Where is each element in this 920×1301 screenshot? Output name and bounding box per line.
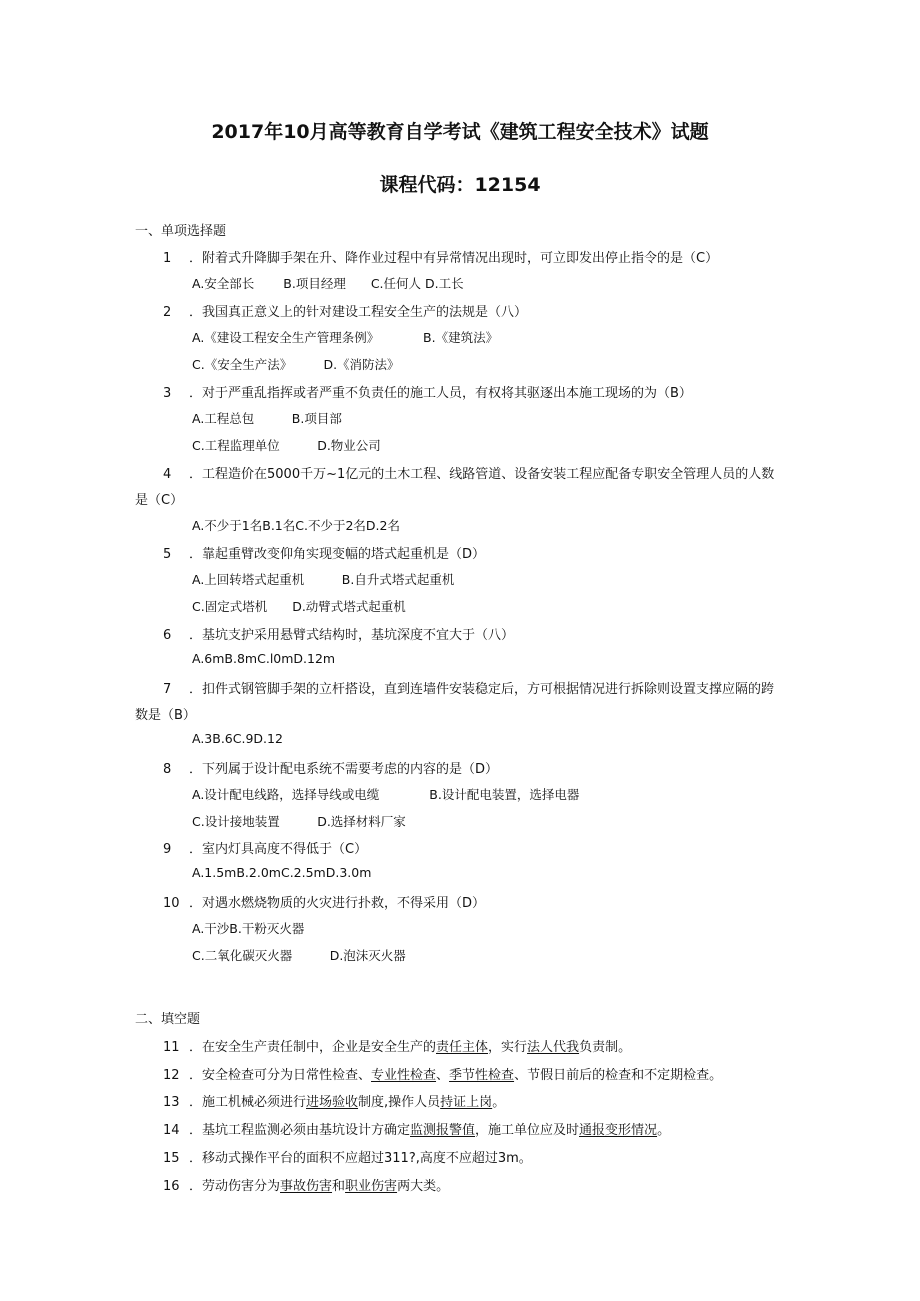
fill-question-15: 15 ．移动式操作平台的面积不应超过311?,高度不应超过3m。 [163,1151,532,1166]
question-8: 8 ．下列属于设计配电系统不需要考虑的内容的是（D） [163,762,499,777]
question-4: 4 ．工程造价在5000千万~1亿元的土木工程、线路管道、设备安装工程应配备专职安全管理人员的人数 [163,467,775,482]
question-4-continuation: 是（C） [135,493,184,508]
section-heading-single-choice: 一、单项选择题 [135,224,227,239]
fill-question-12: 12 ．安全检查可分为日常性检查、专业性检查、季节性检查、节假日前后的检查和不定期检查。 [163,1068,723,1083]
question-6: 6 ．基坑支护采用悬臂式结构时，基坑深度不宜大于（八） [163,628,515,643]
question-7: 7 ．扣件式钢管脚手架的立杆搭设，直到连墙件安装稳定后，方可根据情况进行拆除则设置支撑应隔的跨 [163,682,775,697]
fill-question-14: 14 ．基坑工程监测必须由基坑设计方确定监测报警值，施工单位应及时通报变形情况。 [163,1123,671,1138]
course-code: 课程代码：12154 [379,174,541,196]
question-8-options-a: A.设计配电线路，选择导线或电缆 B.设计配电装置，选择电器 [192,787,580,802]
question-1-options: A.安全部长 B.项目经理 C.任何人 D.工长 [192,276,464,291]
section-heading-fill-blank: 二、填空题 [135,1012,201,1027]
question-2-options-a: A.《建设工程安全生产管理条例》 B.《建筑法》 [192,330,499,345]
question-7-options: A.3B.6C.9D.12 [192,731,283,746]
question-3-options-a: A.工程总包 B.项目部 [192,411,342,426]
question-5: 5 ．靠起重臂改变仰角实现变幅的塔式起重机是（D） [163,547,486,562]
fill-question-13: 13 ．施工机械必须进行进场验收制度,操作人员持证上岗。 [163,1095,506,1110]
question-2: 2 ．我国真正意义上的针对建设工程安全生产的法规是（八） [163,305,528,320]
page-title: 2017年10月高等教育自学考试《建筑工程安全技术》试题 [211,121,709,143]
question-6-options: A.6mB.8mC.l0mD.12m [192,651,336,666]
question-1: 1 ．附着式升降脚手架在升、降作业过程中有异常情况出现时，可立即发出停止指令的是（C） [163,251,719,266]
question-10-options-b: C.二氧化碳灭火器 D.泡沫灭火器 [192,948,406,963]
fill-question-16: 16 ．劳动伤害分为事故伤害和职业伤害两大类。 [163,1179,450,1194]
question-3-options-b: C.工程监理单位 D.物业公司 [192,438,381,453]
question-5-options-b: C.固定式塔机 D.动臂式塔式起重机 [192,599,406,614]
question-7-continuation: 数是（B） [135,708,196,723]
question-9: 9 ．室内灯具高度不得低于（C） [163,842,368,857]
fill-question-11: 11 ．在安全生产责任制中，企业是安全生产的责任主体，实行法人代我负责制。 [163,1040,632,1055]
question-2-options-b: C.《安全生产法》 D.《消防法》 [192,357,400,372]
question-10: 10 ．对遇水燃烧物质的火灾进行扑救，不得采用（D） [163,896,486,911]
question-10-options-a: A.干沙B.干粉灭火器 [192,921,305,936]
question-9-options: A.1.5mB.2.0mC.2.5mD.3.0m [192,865,372,880]
question-3: 3 ．对于严重乱指挥或者严重不负责任的施工人员，有权将其驱逐出本施工现场的为（B） [163,386,692,401]
question-8-options-b: C.设计接地装置 D.选择材料厂家 [192,814,406,829]
question-5-options-a: A.上回转塔式起重机 B.自升式塔式起重机 [192,572,455,587]
question-4-options: A.不少于1名B.1名C.不少于2名D.2名 [192,518,400,533]
